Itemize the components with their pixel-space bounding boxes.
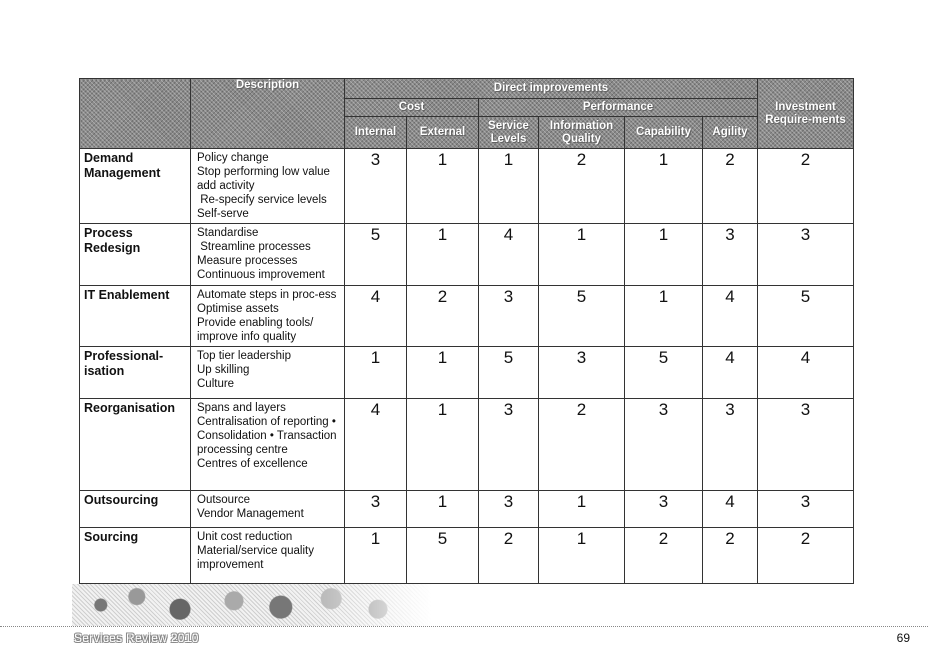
footer-banner-image	[72, 584, 432, 626]
score-cell: 5	[758, 286, 854, 347]
score-cell: 3	[703, 224, 758, 286]
description-line: Automate steps in proc-ess Optimise assets	[197, 289, 340, 315]
description-line: Centralisation of reporting • Consolidation • Transaction processing centre	[197, 416, 340, 456]
score-cell: 4	[758, 347, 854, 399]
score-cell: 1	[407, 224, 479, 286]
row-description-cell	[191, 149, 345, 224]
table-row	[80, 528, 854, 584]
row-description-cell	[191, 528, 345, 584]
score-cell: 1	[625, 224, 703, 286]
page-number: 69	[896, 631, 910, 645]
score-cell: 5	[625, 347, 703, 399]
row-name-cell: Outsourcing	[80, 491, 191, 528]
score-cell: 1	[407, 149, 479, 224]
score-cell: 2	[758, 149, 854, 224]
improvement-matrix-table	[79, 78, 854, 584]
table-row	[80, 149, 854, 224]
score-cell: 3	[479, 399, 539, 491]
row-description-cell	[191, 491, 345, 528]
row-description-cell	[191, 224, 345, 286]
row-description-cell	[191, 399, 345, 491]
score-cell: 3	[703, 399, 758, 491]
description-line: Vendor Management	[197, 508, 304, 520]
header-information-quality: Information Quality	[539, 117, 625, 149]
score-cell: 1	[479, 149, 539, 224]
score-cell: 3	[345, 491, 407, 528]
row-description-cell	[191, 347, 345, 399]
score-cell: 2	[539, 149, 625, 224]
score-cell: 2	[539, 399, 625, 491]
score-cell: 3	[758, 224, 854, 286]
score-cell: 1	[345, 347, 407, 399]
score-cell: 5	[539, 286, 625, 347]
score-cell: 5	[345, 224, 407, 286]
description-line: Policy change	[197, 152, 269, 164]
row-name-cell: Process Redesign	[80, 224, 191, 286]
description-line: Culture	[197, 378, 235, 390]
score-cell: 1	[539, 224, 625, 286]
header-cost: Cost	[345, 99, 479, 117]
table-row	[80, 347, 854, 399]
description-line: Continuous improvement	[197, 269, 325, 281]
description-line: Provide enabling tools/ improve info quality	[197, 317, 317, 343]
description-line: Spans and layers	[197, 402, 286, 414]
row-name-cell: IT Enablement	[80, 286, 191, 347]
description-line: Stop performing low value add activity	[197, 166, 334, 192]
score-cell: 1	[539, 491, 625, 528]
score-cell: 3	[625, 491, 703, 528]
description-line: Material/service quality improvement	[197, 545, 318, 571]
header-service-levels: Service Levels	[479, 117, 539, 149]
score-cell: 1	[539, 528, 625, 584]
score-cell: 2	[703, 528, 758, 584]
header-external: External	[407, 117, 479, 149]
score-cell: 2	[407, 286, 479, 347]
score-cell: 5	[479, 347, 539, 399]
description-line: Unit cost reduction	[197, 531, 293, 543]
row-name-cell: Demand Management	[80, 149, 191, 224]
score-cell: 3	[479, 286, 539, 347]
description-line: Standardise	[197, 227, 259, 239]
score-cell: 1	[625, 149, 703, 224]
description-line: Top tier leadership	[197, 350, 291, 362]
table-row	[80, 224, 854, 286]
description-line: Streamline processes	[197, 241, 311, 253]
score-cell: 1	[625, 286, 703, 347]
corner-header-cell	[80, 79, 191, 149]
footer-document-title: Services Review 2010	[74, 631, 199, 645]
score-cell: 3	[758, 491, 854, 528]
description-line: Centres of excellence	[197, 458, 308, 470]
score-cell: 2	[703, 149, 758, 224]
score-cell: 3	[539, 347, 625, 399]
score-cell: 3	[625, 399, 703, 491]
header-description: Description	[191, 79, 345, 149]
table-row	[80, 491, 854, 528]
score-cell: 3	[345, 149, 407, 224]
score-cell: 5	[407, 528, 479, 584]
score-cell: 4	[345, 286, 407, 347]
row-name-cell: Sourcing	[80, 528, 191, 584]
header-performance: Performance	[479, 99, 758, 117]
score-cell: 4	[703, 347, 758, 399]
score-cell: 4	[703, 491, 758, 528]
header-investment-requirements: Investment Require-ments	[758, 79, 854, 149]
row-description-cell	[191, 286, 345, 347]
header-direct-improvements: Direct improvements	[345, 79, 758, 99]
score-cell: 3	[479, 491, 539, 528]
score-cell: 1	[407, 491, 479, 528]
description-line: Up skilling	[197, 364, 250, 376]
score-cell: 1	[345, 528, 407, 584]
score-cell: 2	[479, 528, 539, 584]
score-cell: 4	[479, 224, 539, 286]
row-name-cell: Reorganisation	[80, 399, 191, 491]
matrix-body	[80, 149, 854, 584]
row-name-cell: Professional-isation	[80, 347, 191, 399]
table-row	[80, 286, 854, 347]
score-cell: 2	[758, 528, 854, 584]
description-line: Re-specify service levels	[197, 194, 327, 206]
score-cell: 3	[758, 399, 854, 491]
score-cell: 4	[703, 286, 758, 347]
score-cell: 4	[345, 399, 407, 491]
description-line: Self-serve	[197, 208, 249, 220]
score-cell: 1	[407, 399, 479, 491]
description-line: Outsource	[197, 494, 251, 506]
description-line: Measure processes	[197, 255, 298, 267]
footer-divider	[0, 626, 928, 627]
table-row	[80, 399, 854, 491]
header-internal: Internal	[345, 117, 407, 149]
header-agility: Agility	[703, 117, 758, 149]
score-cell: 2	[625, 528, 703, 584]
header-capability: Capability	[625, 117, 703, 149]
score-cell: 1	[407, 347, 479, 399]
